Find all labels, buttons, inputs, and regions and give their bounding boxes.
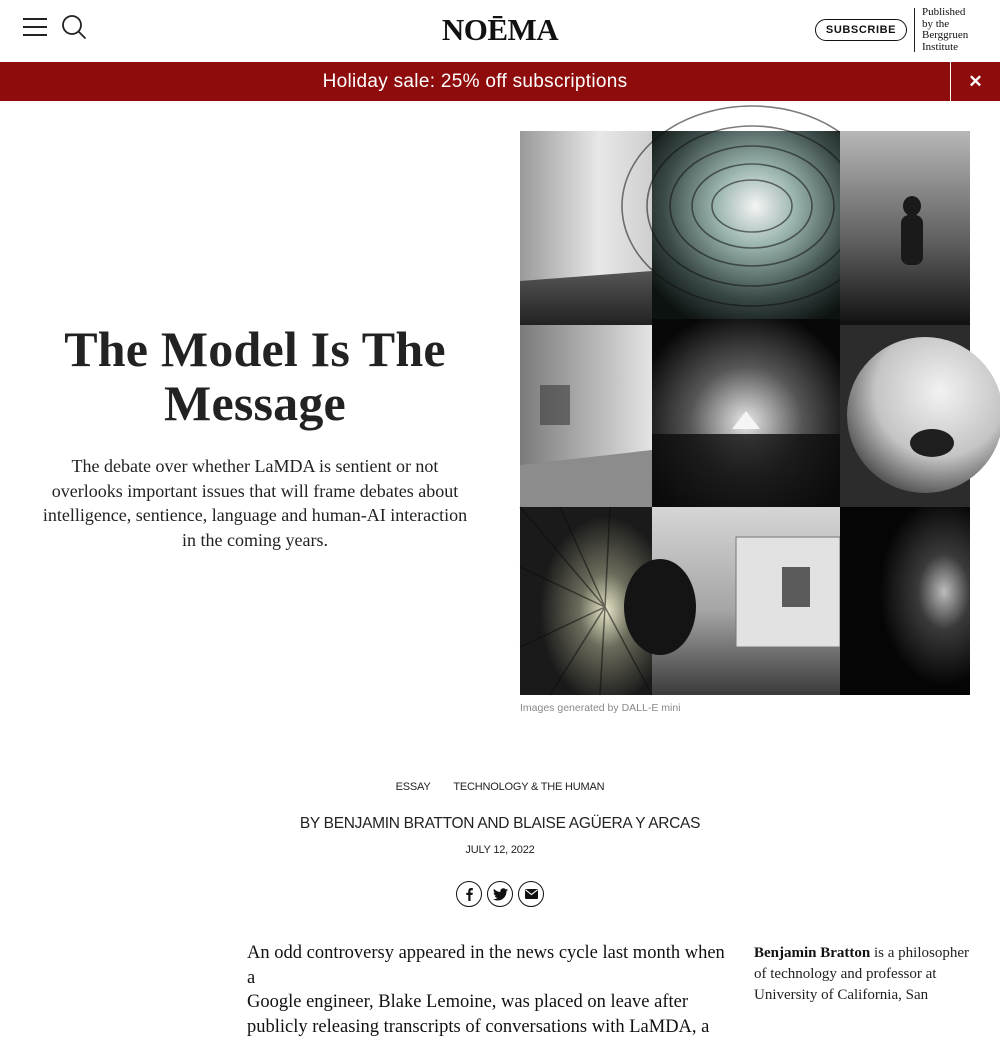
- tag-link[interactable]: ESSAY: [396, 781, 431, 793]
- publisher-line: Published: [922, 7, 997, 19]
- body-line: Google engineer, Blake Lemoine, was placed on leave after: [247, 990, 737, 1015]
- body-line: An odd controversy appeared in the news cycle last month when a: [247, 941, 737, 990]
- author-bio-text: is a philosopher of technology and professor at University of California, San: [754, 945, 969, 1003]
- hero-image-tile: [840, 325, 970, 507]
- article-date: JULY 12, 2022: [0, 844, 1000, 856]
- image-caption: Images generated by DALL-E mini: [520, 702, 681, 714]
- author-name[interactable]: Benjamin Bratton: [754, 945, 870, 961]
- publisher-line: by the: [922, 19, 997, 31]
- header-divider: [914, 8, 915, 52]
- tag-link[interactable]: TECHNOLOGY & THE HUMAN: [453, 781, 604, 793]
- search-icon[interactable]: [61, 14, 87, 40]
- article-byline: BY BENJAMIN BRATTON AND BLAISE AGÜERA Y ARCAS: [0, 815, 1000, 833]
- hero-image-grid: [520, 131, 970, 695]
- hero-image-tile: [652, 131, 840, 319]
- share-buttons: [456, 881, 546, 909]
- body-line: publicly releasing transcripts of conversations with LaMDA, a: [247, 1015, 737, 1039]
- hero-image-tile: [652, 319, 840, 507]
- twitter-icon[interactable]: [487, 881, 513, 907]
- hero-image-tile: [652, 507, 840, 695]
- hero-image-tile: [520, 131, 652, 325]
- author-bio: [754, 943, 974, 1006]
- article-body: [247, 941, 737, 1039]
- promo-banner-text[interactable]: Holiday sale: 25% off subscriptions: [0, 62, 950, 101]
- promo-banner: [0, 62, 1000, 101]
- site-header: [0, 0, 1000, 62]
- article-dek: The debate over whether LaMDA is sentient or not overlooks important issues that will frame debates about intelligence, sentience, language and human-AI interaction in the coming years.: [35, 454, 475, 552]
- article-title: The Model Is The Message: [40, 322, 470, 430]
- article-tags: [0, 781, 1000, 793]
- hero-image-tile: [520, 325, 652, 507]
- publisher-note[interactable]: [922, 7, 997, 53]
- publisher-line: Institute: [922, 42, 997, 54]
- publisher-line: Berggruen: [922, 30, 997, 42]
- hero-image-tile: [840, 507, 970, 695]
- close-icon[interactable]: ✕: [951, 62, 1000, 101]
- menu-icon[interactable]: [23, 16, 47, 36]
- hero-image-tile: [840, 131, 970, 325]
- facebook-icon[interactable]: [456, 881, 482, 907]
- site-logo[interactable]: NOĒMA: [420, 12, 580, 48]
- subscribe-button[interactable]: SUBSCRIBE: [815, 19, 907, 41]
- email-icon[interactable]: [518, 881, 544, 907]
